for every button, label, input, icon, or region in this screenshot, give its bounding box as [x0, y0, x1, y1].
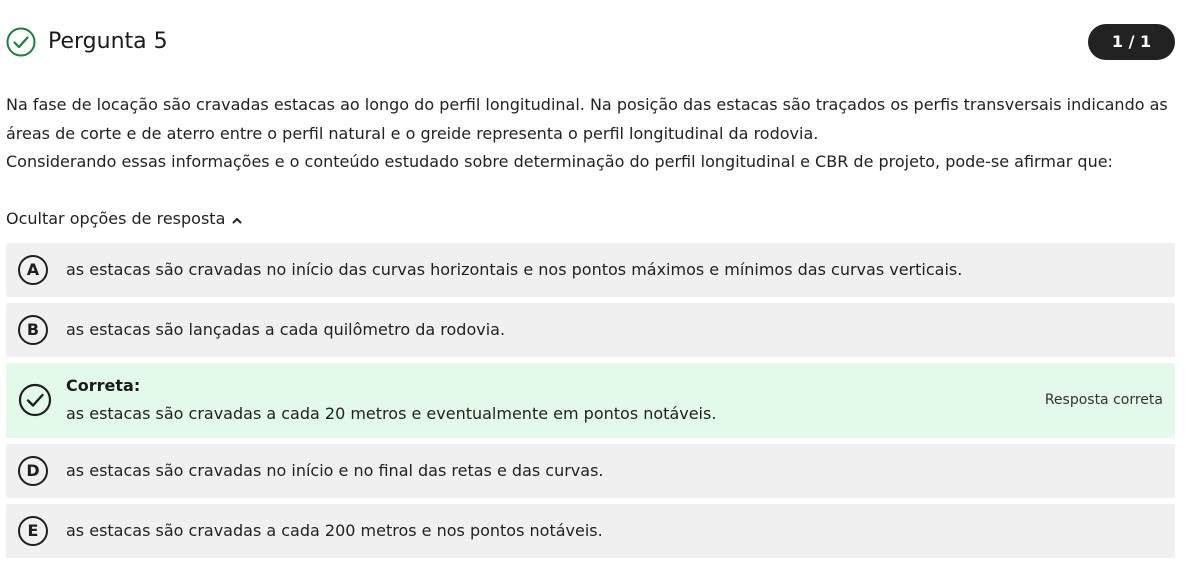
toggle-label: Ocultar opções de resposta [6, 209, 226, 228]
option-letter: A [18, 255, 48, 285]
statement-line: Considerando essas informações e o conteúdo estudado sobre determinação do perfil longitudinal e CBR de projeto, pode-se afirmar que: [6, 152, 1113, 171]
option-c-correct[interactable] [6, 363, 1175, 438]
option-text: as estacas são lançadas a cada quilômetro da rodovia. [66, 320, 506, 339]
option-a[interactable] [6, 243, 1175, 297]
option-letter: D [18, 456, 48, 486]
toggle-answer-options[interactable] [6, 206, 243, 232]
option-text: as estacas são cravadas a cada 20 metros e eventualmente em pontos notáveis. [66, 404, 717, 423]
question-title: Pergunta 5 [48, 29, 168, 54]
option-letter: E [18, 516, 48, 546]
score-badge: 1 / 1 [1088, 24, 1175, 60]
option-d[interactable] [6, 444, 1175, 498]
statement-line: áreas de corte e de aterro entre o perfil natural e o greide representa o perfil longitudinal da rodovia. [6, 123, 819, 143]
option-text: as estacas são cravadas no início das curvas horizontais e nos pontos máximos e mínimos das curvas verticais. [66, 260, 963, 279]
correct-check-icon [18, 383, 52, 417]
option-letter: B [18, 315, 48, 345]
option-text: as estacas são cravadas a cada 200 metros e nos pontos notáveis. [66, 521, 603, 540]
correct-label: Correta: [66, 376, 141, 395]
option-e[interactable] [6, 504, 1175, 558]
statement-line: Na fase de locação são cravadas estacas ao longo do perfil longitudinal. Na posição das estacas são traçados os perfis transversais indicando as [6, 95, 1168, 114]
chevron-up-icon [231, 215, 243, 225]
question-statement [6, 91, 1181, 177]
question-header [6, 24, 1175, 60]
correct-answer-tag: Resposta correta [1044, 392, 1163, 408]
option-text: as estacas são cravadas no início e no final das retas e das curvas. [66, 461, 604, 480]
option-b[interactable] [6, 303, 1175, 357]
check-circle-icon [6, 27, 36, 57]
